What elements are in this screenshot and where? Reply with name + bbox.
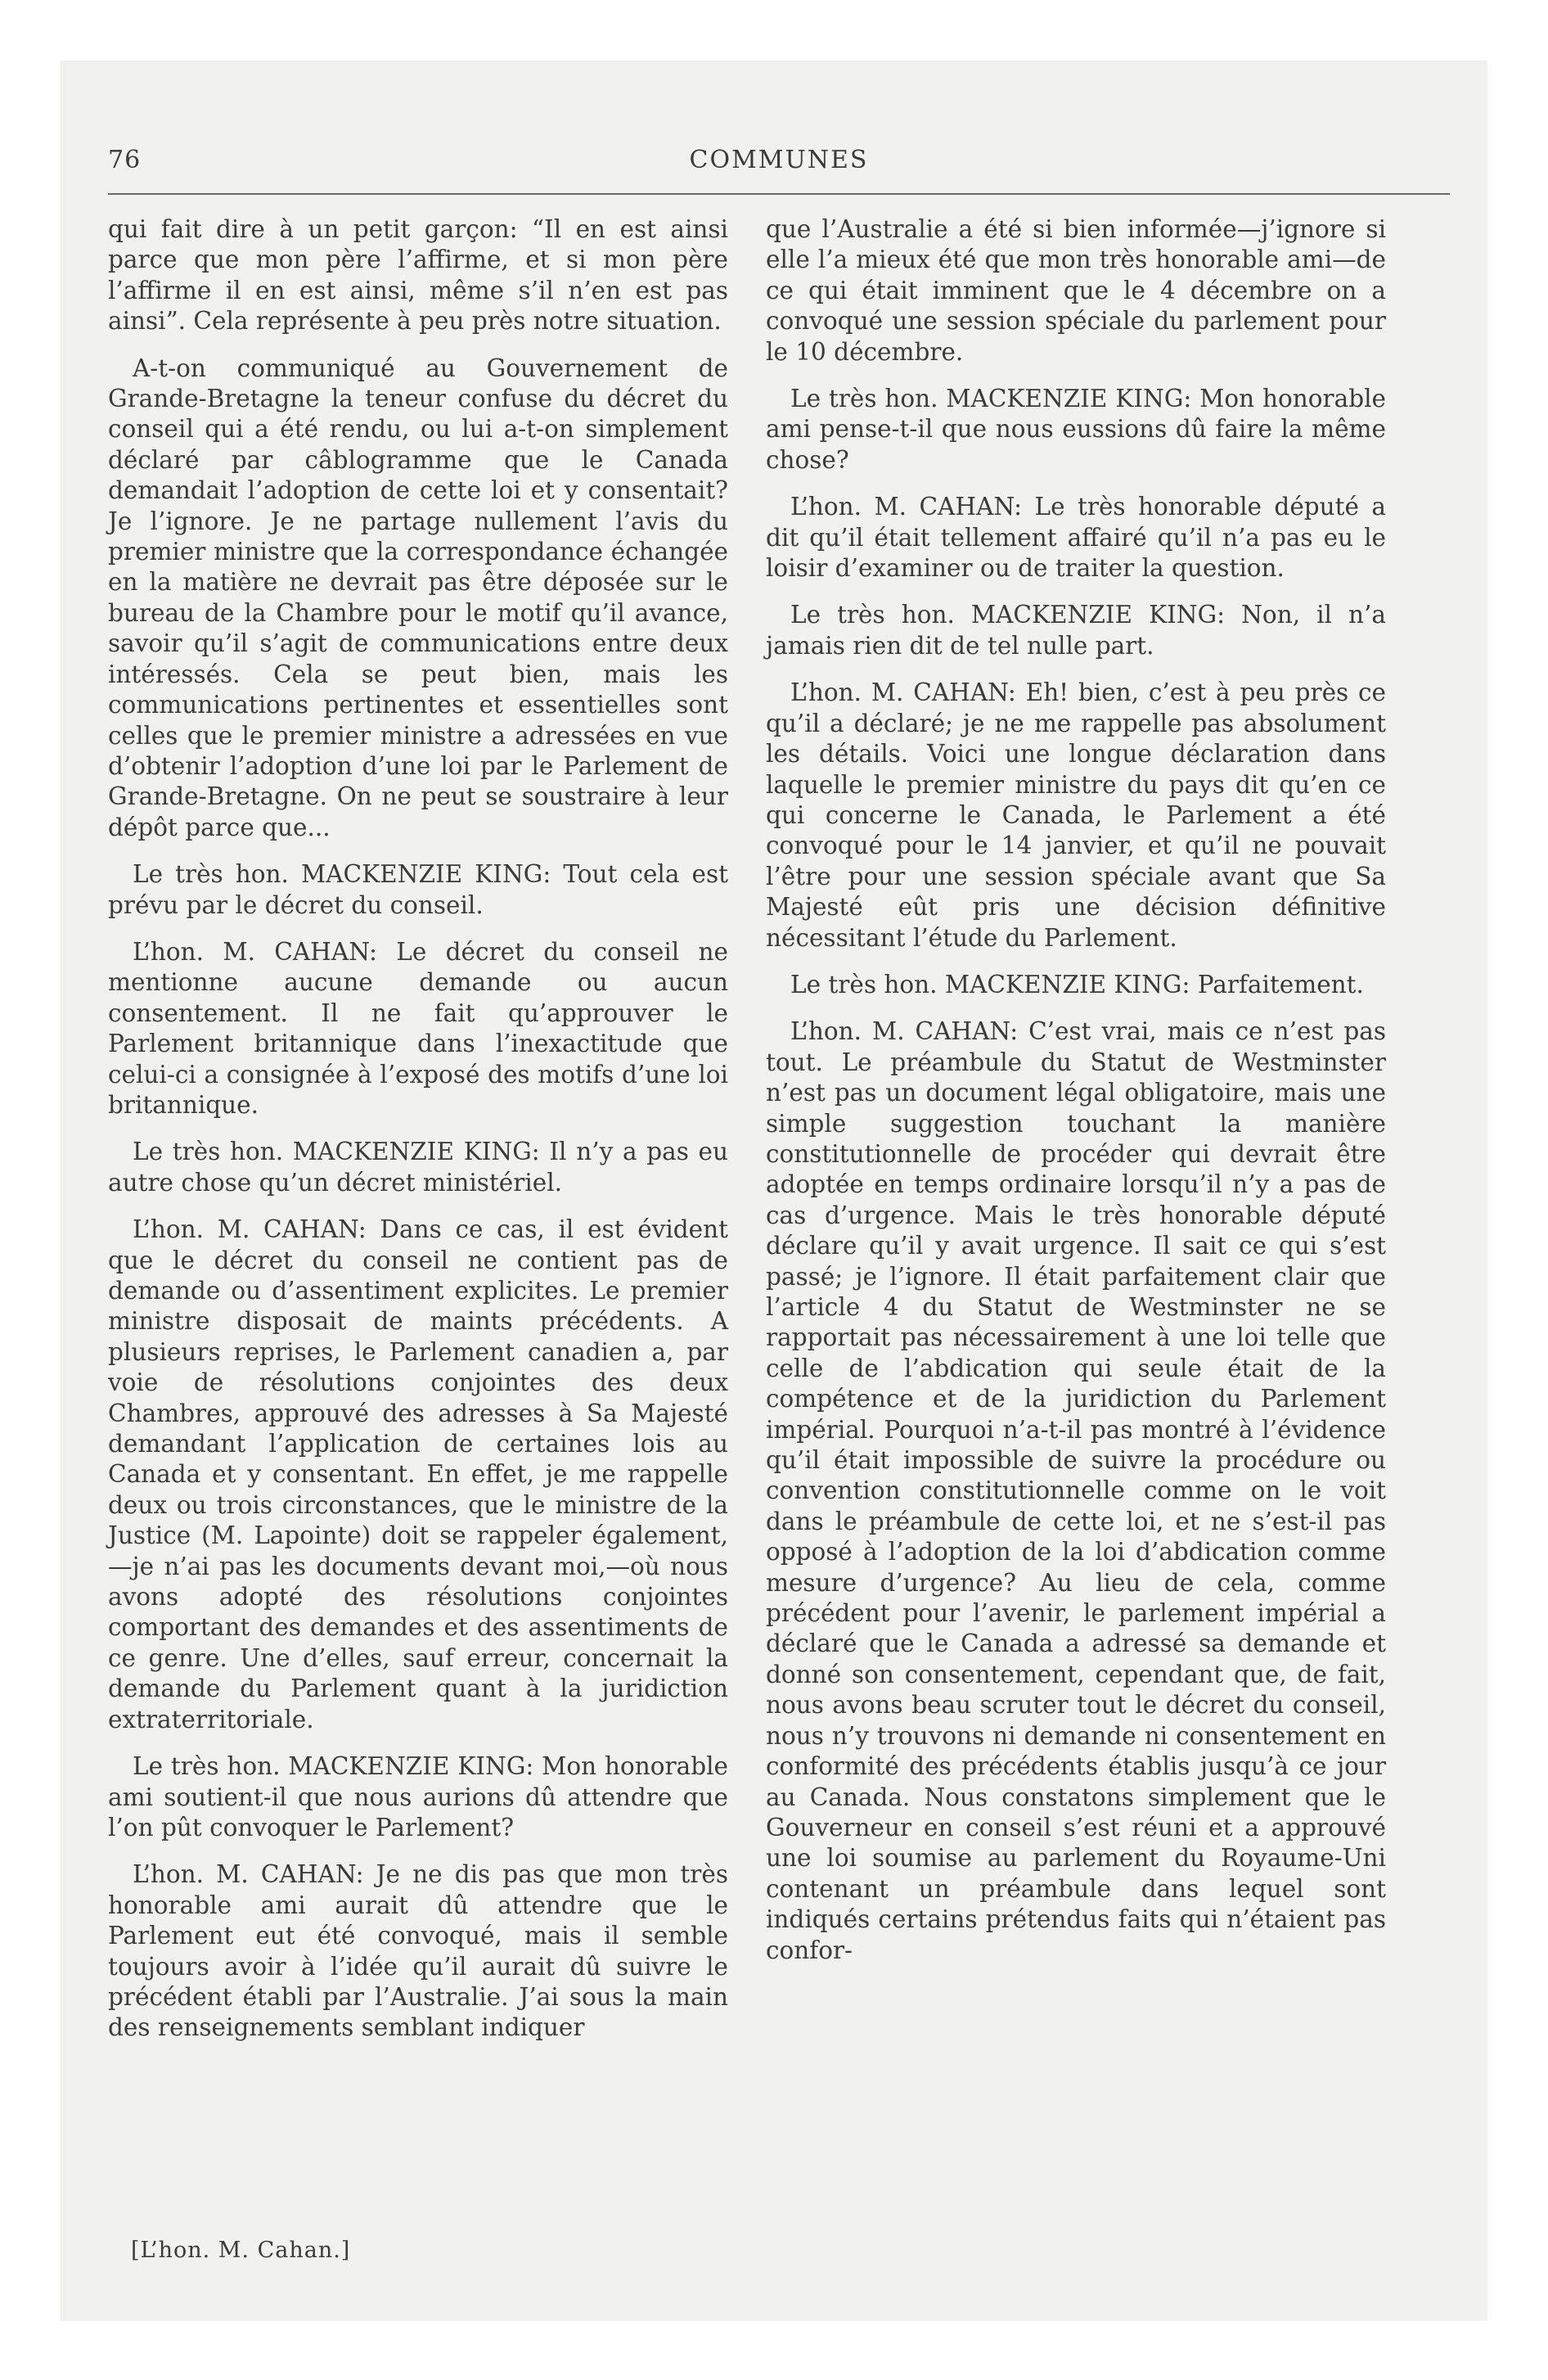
- right-column: [766, 214, 1386, 1982]
- header-rule: [108, 193, 1450, 195]
- paragraph: Le très hon. MACKENZIE KING: Tout cela est prévu par le décret du conseil.: [108, 860, 728, 919]
- left-column: [108, 214, 728, 2060]
- paragraph: Le très hon. MACKENZIE KING: Mon honorable ami soutient-il que nous aurions dû attendre que l’on pût convoquer le Parlement?: [108, 1752, 728, 1841]
- page-header: [108, 82, 1450, 174]
- speaker-attribution: [L’hon. M. Cahan.]: [131, 2238, 351, 2263]
- paragraph: L’hon. M. CAHAN: Le très honorable député a dit qu’il était tellement affairé qu’il n’a pas eu le loisir d’examiner ou de traiter la question.: [766, 493, 1386, 583]
- paragraph: que l’Australie a été si bien informée—j’ignore si elle l’a mieux été que mon très honorable ami—de ce qui était imminent que le 4 décembre on a convoqué une session spéciale du parlement pour le 10 décembre.: [766, 215, 1386, 366]
- paragraph: L’hon. M. CAHAN: C’est vrai, mais ce n’est pas tout. Le préambule du Statut de Westminster n’est pas un document légal obligatoire, mais une simple suggestion touchant la manière constitutionnelle de procéder qui devrait être adoptée en temps ordinaire lorsqu’il n’y a pas de cas d’urgence. Mais le très honorable député déclare qu’il y avait urgence. Il sait ce qui s’est passé; je l’ignore. Il était parfaitement clair que l’article 4 du Statut de Westminster ne se rapportait pas nécessairement à une loi telle que celle de l’abdication qui seule était de la compétence et de la juridiction du Parlement impérial. Pourquoi n’a-t-il pas montré à l’évidence qu’il était impossible de suivre la procédure ou convention constitutionnelle comme on le voit dans le préambule de cette loi, et ne s’est-il pas opposé à l’adoption de la loi d’abdication comme mesure d’urgence? Au lieu de cela, comme précédent pour l’avenir, le parlement impérial a déclaré que le Canada a adressé sa demande et donné son consentement, cependant que, de fait, nous avons beau scruter tout le décret du conseil, nous n’y trouvons ni demande ni consentement en conformité des précédents établis jusqu’à ce jour au Canada. Nous constatons simplement que le Gouverneur en conseil s’est réuni et a approuvé une loi soumise au parlement du Royaume-Uni contenant un préambule dans lequel sont indiqués certains prétendus faits qui n’étaient pas confor-: [766, 1017, 1386, 1964]
- running-title: COMMUNES: [689, 146, 869, 174]
- paragraph: Le très hon. MACKENZIE KING: Il n’y a pas eu autre chose qu’un décret ministériel.: [108, 1138, 728, 1197]
- paragraph: L’hon. M. CAHAN: Eh! bien, c’est à peu près ce qu’il a déclaré; je ne me rappelle pas absolument les détails. Voici une longue déclaration dans laquelle le premier ministre du pays dit qu’en ce qui concerne le Canada, le Parlement a été convoqué pour le 14 janvier, et qu’il ne pouvait l’être pour une session spéciale avant que Sa Majesté eût pris une décision définitive nécessitant l’étude du Parlement.: [766, 678, 1386, 952]
- page-number: 76: [108, 146, 142, 174]
- paragraph: A-t-on communiqué au Gouvernement de Grande-Bretagne la teneur confuse du décret du conseil qui a été rendu, ou lui a-t-on simplement déclaré par câblogramme que le Canada demandait l’adoption de cette loi et y consentait? Je l’ignore. Je ne partage nullement l’avis du premier ministre que la correspondance échangée en la matière ne devrait pas être déposée sur le bureau de la Chambre pour le motif qu’il avance, savoir qu’il s’agit de communications entre deux intéressés. Cela se peut bien, mais les communications pertinentes et essentielles sont celles que le premier ministre a adressées en vue d’obtenir l’adoption d’une loi par le Parlement de Grande-Bretagne. On ne peut se soustraire à leur dépôt parce que...: [108, 354, 728, 841]
- paragraph: Le très hon. MACKENZIE KING: Non, il n’a jamais rien dit de tel nulle part.: [766, 601, 1386, 660]
- paragraph: L’hon. M. CAHAN: Le décret du conseil ne mentionne aucune demande ou aucun consentement. Il ne fait qu’approuver le Parlement britannique dans l’inexactitude que celui-ci a consignée à l’exposé des motifs d’une loi britannique.: [108, 937, 728, 1119]
- paragraph: qui fait dire à un petit garçon: “Il en est ainsi parce que mon père l’affirme, et si mon père l’affirme il en est ainsi, même s’il n’en est pas ainsi”. Cela représente à peu près notre situation.: [108, 215, 728, 336]
- paragraph: L’hon. M. CAHAN: Je ne dis pas que mon très honorable ami aurait dû attendre que le Parlement eut été convoqué, mais il semble toujours avoir à l’idée qu’il aurait dû suivre le précédent établi par l’Australie. J’ai sous la main des renseignements semblant indiquer: [108, 1860, 728, 2042]
- paragraph: L’hon. M. CAHAN: Dans ce cas, il est évident que le décret du conseil ne contient pas de demande ou d’assentiment explicites. Le premier ministre disposait de maints précédents. A plusieurs reprises, le Parlement canadien a, par voie de résolutions conjointes des deux Chambres, approuvé des adresses à Sa Majesté demandant l’application de certaines lois au Canada et y consentant. En effet, je me rappelle deux ou trois circonstances, que le ministre de la Justice (M. Lapointe) doit se rappeler également,—je n’ai pas les documents devant moi,—où nous avons adopté des résolutions conjointes comportant des demandes et des assentiments de ce genre. Une d’elles, sauf erreur, concernait la demande du Parlement quant à la juridiction extraterritoriale.: [108, 1215, 728, 1733]
- paragraph: Le très hon. MACKENZIE KING: Parfaitement.: [790, 970, 1364, 998]
- paragraph: Le très hon. MACKENZIE KING: Mon honorable ami pense-t-il que nous eussions dû faire la même chose?: [766, 385, 1386, 474]
